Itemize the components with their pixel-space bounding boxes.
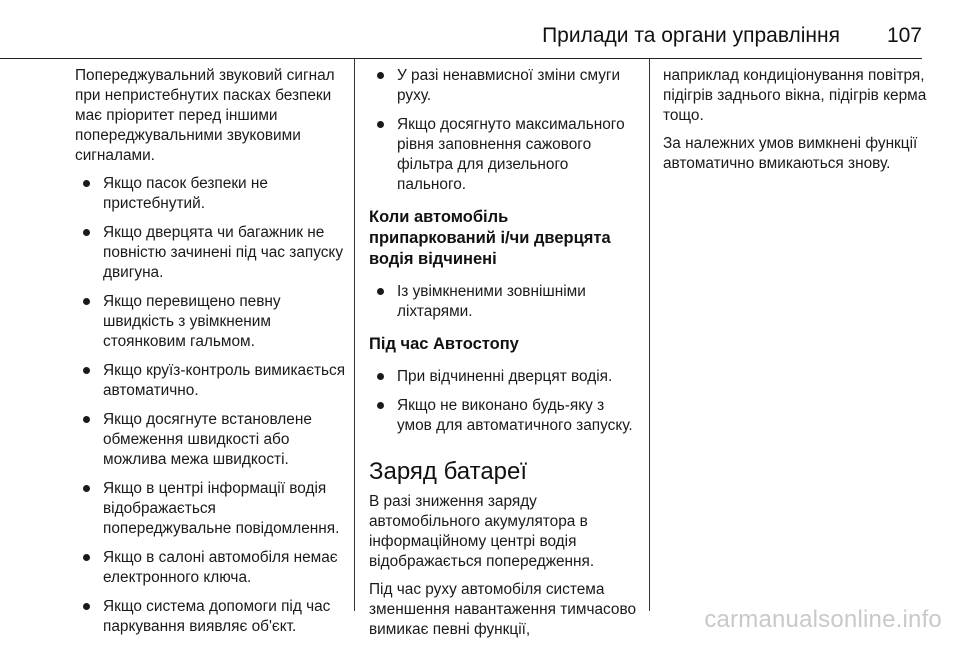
column-3 <box>663 66 933 182</box>
section-title-battery: Заряд батареї <box>369 458 528 485</box>
bullet-icon <box>83 416 90 423</box>
bullet-icon <box>377 402 384 409</box>
heading-parked: Коли автомобіль припаркований і/чи дверцята водія відчинені <box>369 208 611 268</box>
battery-paragraph-2: Під час руху автомобіля система зменшення навантаження тимчасово вимикає певні функції, <box>369 581 637 638</box>
intro-paragraph: Попереджувальний звуковий сигнал при непристебнутих пасках безпеки має пріоритет перед іншими попереджувальними звуковими сигналами. <box>75 67 335 164</box>
column-divider <box>354 58 355 611</box>
column-2 <box>369 66 637 648</box>
watermark: carmanualsonline.info <box>704 606 942 633</box>
list-item: Якщо не виконано будь-яку з умов для автоматичного запуску. <box>369 396 637 436</box>
battery-paragraph-1: В разі зниження заряду автомобільного акумулятора в інформаційному центрі водія відображається попередження. <box>369 493 595 570</box>
list-item: Із увімкненими зовнішніми ліхтарями. <box>369 282 637 322</box>
bullet-icon <box>83 485 90 492</box>
list-item: Якщо пасок безпеки не пристебнутий. <box>75 174 347 214</box>
battery-paragraph-3: наприклад кондиціонування повітря, підігрів заднього вікна, підігрів керма тощо. <box>663 67 927 124</box>
list-item: Якщо дверцята чи багажник не повністю зачинені під час запуску двигуна. <box>75 223 347 283</box>
list-item: Якщо досягнуте встановлене обмеження швидкості або можлива межа швидкості. <box>75 410 347 470</box>
column-divider <box>649 58 650 611</box>
chapter-title: Прилади та органи управління <box>542 24 840 47</box>
heading-autostop: Під час Автостопу <box>369 335 519 353</box>
bullet-icon <box>83 180 90 187</box>
bullet-icon <box>83 367 90 374</box>
list-item: Якщо в салоні автомобіля немає електронного ключа. <box>75 548 347 588</box>
bullet-icon <box>377 72 384 79</box>
bullet-icon <box>83 298 90 305</box>
bullet-icon <box>83 554 90 561</box>
list-item: Якщо досягнуто максимального рівня заповнення сажового фільтра для дизельного пального. <box>369 115 637 195</box>
warning-list-continued <box>369 66 637 195</box>
warning-list <box>75 174 347 637</box>
list-item: Якщо система допомоги під час паркування виявляє об'єкт. <box>75 597 347 637</box>
list-item: Якщо круїз-контроль вимикається автоматично. <box>75 361 347 401</box>
bullet-icon <box>377 373 384 380</box>
bullet-icon <box>377 288 384 295</box>
autostop-list <box>369 367 637 436</box>
page-header <box>0 18 922 59</box>
page-number: 107 <box>886 24 922 47</box>
battery-paragraph-4: За належних умов вимкнені функції автоматично вмикаються знову. <box>663 135 918 172</box>
list-item: Якщо в центрі інформації водія відображається попереджувальне повідомлення. <box>75 479 347 539</box>
list-item: Якщо перевищено певну швидкість з увімкненим стоянковим гальмом. <box>75 292 347 352</box>
list-item: При відчиненні дверцят водія. <box>369 367 637 387</box>
column-1 <box>75 66 347 646</box>
list-item: У разі ненавмисної зміни смуги руху. <box>369 66 637 106</box>
parked-list <box>369 282 637 322</box>
bullet-icon <box>83 603 90 610</box>
bullet-icon <box>377 121 384 128</box>
bullet-icon <box>83 229 90 236</box>
